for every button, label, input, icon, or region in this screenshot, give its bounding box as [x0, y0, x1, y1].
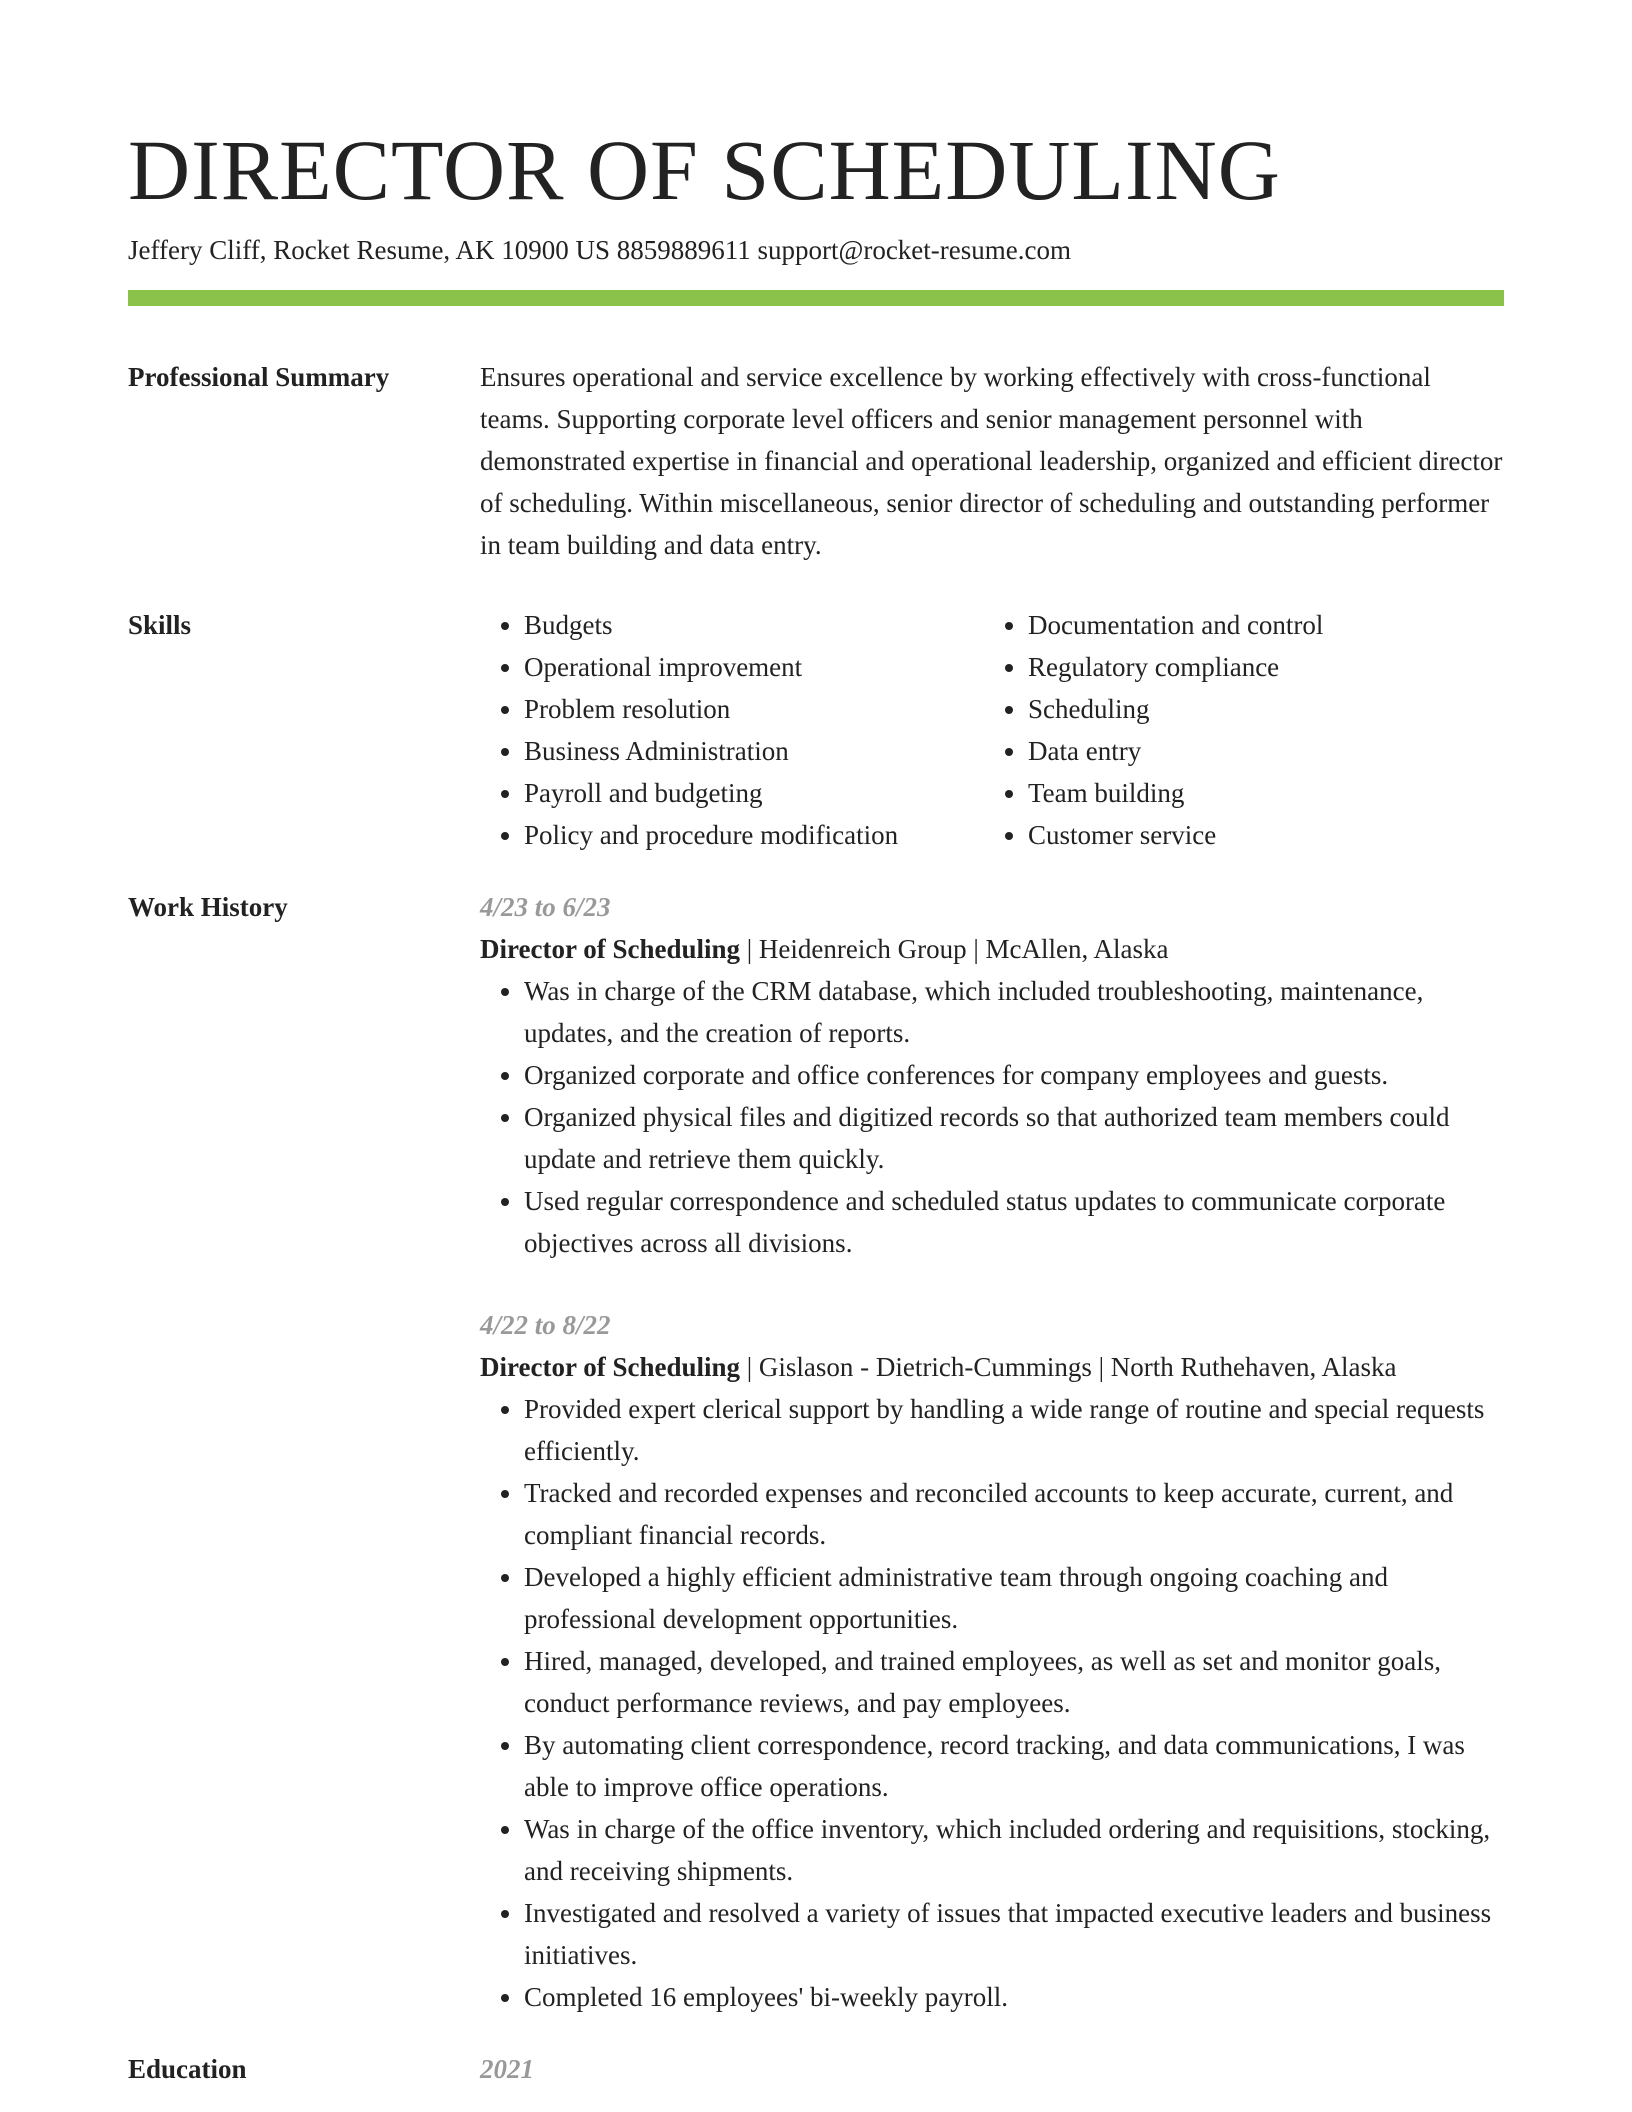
header-divider [128, 290, 1504, 306]
job-bullets [480, 1388, 1504, 2018]
job-entry [480, 1304, 1504, 2018]
job-bullet: • Hired, managed, developed, and trained employees, as well as set and monitor goals, conduct performance reviews, and pay employees. [524, 1640, 1504, 1724]
skills-list-right [984, 604, 1488, 856]
skills-grid [480, 604, 1504, 856]
job-details: | Heidenreich Group | McAllen, Alaska [740, 934, 1169, 964]
job-bullet: • By automating client correspondence, record tracking, and data communications, I was able to improve office operations. [524, 1724, 1504, 1808]
work-history-label: Work History [128, 892, 288, 922]
skill-item: • Policy and procedure modification [524, 814, 984, 856]
work-history-body [480, 886, 1504, 2018]
skill-item: • Team building [1028, 772, 1488, 814]
contact-phone: 8859889611 [616, 235, 751, 265]
skill-item: • Scheduling [1028, 688, 1488, 730]
job-bullets [480, 970, 1504, 1264]
skill-item: • Operational improvement [524, 646, 984, 688]
education-label: Education [128, 2054, 247, 2084]
job-role: Director of Scheduling [480, 934, 740, 964]
job-details: | Gislason - Dietrich-Cummings | North Ruthehaven, Alaska [740, 1352, 1397, 1382]
contact-line [128, 230, 1504, 270]
job-role: Director of Scheduling [480, 1352, 740, 1382]
skill-item: • Business Administration [524, 730, 984, 772]
skill-item: • Regulatory compliance [1028, 646, 1488, 688]
job-bullet: • Was in charge of the office inventory, which included ordering and requisitions, stocking, and receiving shipments. [524, 1808, 1504, 1892]
skills-list-left [480, 604, 984, 856]
job-bullet: • Organized corporate and office conferences for company employees and guests. [524, 1054, 1504, 1096]
job-bullet: • Provided expert clerical support by handling a wide range of routine and special requests efficiently. [524, 1388, 1504, 1472]
summary-section [128, 356, 1504, 566]
job-dates: 4/22 to 8/22 [480, 1310, 611, 1340]
job-title-line [480, 928, 1504, 970]
skill-item: • Payroll and budgeting [524, 772, 984, 814]
education-year: 2021 [480, 2054, 534, 2084]
job-bullet: • Was in charge of the CRM database, which included troubleshooting, maintenance, updates, and the creation of reports. [524, 970, 1504, 1054]
job-bullet: • Completed 16 employees' bi-weekly payroll. [524, 1976, 1504, 2018]
job-bullet: • Used regular correspondence and scheduled status updates to communicate corporate objectives across all divisions. [524, 1180, 1504, 1264]
skill-item: • Customer service [1028, 814, 1488, 856]
skill-item: • Problem resolution [524, 688, 984, 730]
summary-text: Ensures operational and service excellence by working effectively with cross-functional teams. Supporting corporate level officers and senior management personnel with demonstrated expertise in financial and operational leadership, organized and efficient director of scheduling. Within miscellaneous, senior director of scheduling and outstanding performer in team building and data entry. [480, 362, 1503, 560]
job-bullet: • Developed a highly efficient administrative team through ongoing coaching and professional development opportunities. [524, 1556, 1504, 1640]
resume-title: DIRECTOR OF SCHEDULING [128, 122, 1281, 218]
contact-name: Jeffery Cliff, [128, 235, 267, 265]
job-title-line [480, 1346, 1504, 1388]
work-history-section [128, 886, 1504, 2018]
job-bullet: • Organized physical files and digitized records so that authorized team members could update and retrieve them quickly. [524, 1096, 1504, 1180]
skill-item: • Data entry [1028, 730, 1488, 772]
job-entry [480, 886, 1504, 1264]
education-section [128, 2048, 1504, 2090]
contact-email: support@rocket-resume.com [757, 235, 1071, 265]
skills-section [128, 604, 1504, 856]
job-bullet: • Tracked and recorded expenses and reconciled accounts to keep accurate, current, and compliant financial records. [524, 1472, 1504, 1556]
contact-company: Rocket Resume, [273, 235, 451, 265]
job-bullet: • Investigated and resolved a variety of issues that impacted executive leaders and business initiatives. [524, 1892, 1504, 1976]
skills-label: Skills [128, 610, 192, 640]
job-dates: 4/23 to 6/23 [480, 892, 611, 922]
skill-item: • Documentation and control [1028, 604, 1488, 646]
summary-label: Professional Summary [128, 362, 390, 392]
contact-location: AK 10900 US [455, 235, 610, 265]
skill-item: • Budgets [524, 604, 984, 646]
education-body [480, 2048, 1504, 2090]
